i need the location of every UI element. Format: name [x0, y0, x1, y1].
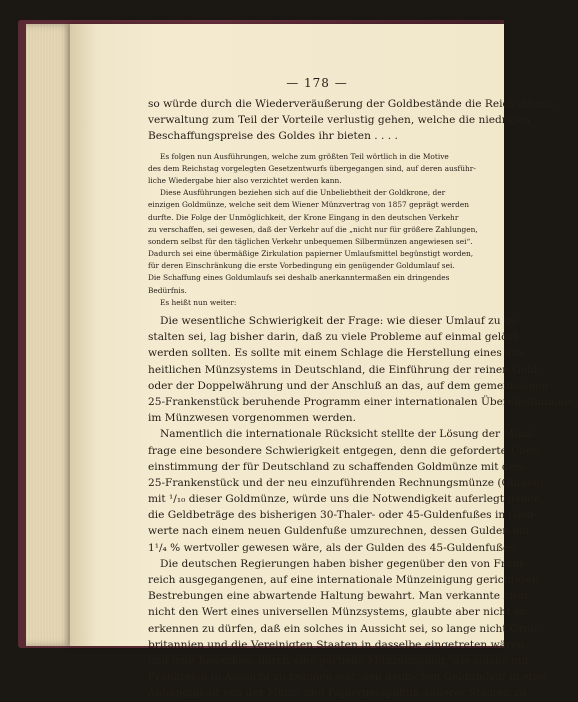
text-line: erkennen zu dürfen, daß ein solches in Aussicht sei, so lange nicht Groß- [148, 622, 541, 635]
note-line: liche Wiedergabe hier also verzichtet werden kann. [148, 175, 342, 185]
paragraph-3 [148, 426, 545, 556]
text-line: einstimmung der für Deutschland zu schaffenden Goldmünze mit dem [148, 460, 526, 473]
paragraph-4 [148, 556, 546, 702]
note-line: Es heißt nun weiter: [160, 297, 237, 307]
note-line: für deren Einschränkung die erste Vorbedingung ein genügender Goldumlauf sei. [148, 261, 455, 271]
text-line: so würde durch die Wiederveräußerung der Goldbestände die Reichsfinanz- [148, 98, 557, 110]
text-line: Die deutschen Regierungen haben bisher gegenüber den von Frank- [160, 557, 529, 570]
text-line: stalten sei, lag bisher darin, daß zu viele Probleme auf einmal gelöst [148, 331, 518, 344]
text-line: verwaltung zum Teil der Vorteile verlustig gehen, welche die niedrigen [148, 114, 531, 127]
text-line: reich ausgegangenen, auf eine internationale Münzeinigung gerichteten [148, 574, 539, 586]
note-line: Es folgen nun Ausführungen, welche zum größten Teil wörtlich in die Motive [160, 151, 449, 161]
text-line: werte nach einem neuen Guldenfuße umzurechnen, dessen Gulden um [148, 525, 530, 538]
text-line: heitlichen Münzsystems in Deutschland, die Einführung der reinen Gold- [148, 363, 541, 376]
text-line: nicht den Wert eines universellen Münzsystems, glaubte aber nicht an- [148, 606, 531, 619]
note-line: durfte. Die Folge der Unmöglichkeit, der Krone Eingang in den deutschen Verkehr [148, 212, 459, 222]
note-paragraph-3 [148, 297, 486, 309]
book-page [70, 24, 578, 700]
text-line: im Münzwesen vorgenommen werden. [148, 412, 356, 425]
text-line: Frankreich in Aussicht zu nehmen war, den deutschen Geldumlauf in eine [148, 671, 546, 684]
note-line: Die Schaffung eines Goldumlaufs sei deshalb anerkanntermaßen ein dringendes [148, 273, 450, 283]
text-line: oder der Doppelwährung und der Anschluß an das, auf dem gemeinsamen [148, 379, 549, 392]
text-line: und trug Bedenken, durch eine partielle Münzeinigung, wie solche mit [148, 654, 529, 667]
text-line: Beschaffungspreise des Goldes ihr bieten . . . . [148, 130, 398, 143]
text-line: 1¹/₄ % wertvoller gewesen wäre, als der Gulden des 45-Guldenfußes. [148, 541, 519, 554]
text-line: britannien und die Vereinigten Staaten in dasselbe eingetreten wären, [148, 638, 528, 651]
note-line: Diese Ausführungen beziehen sich auf die Unbeliebtheit der Goldkrone, der [160, 188, 446, 198]
text-line: mit ¹/₁₀ dieser Goldmünze, würde uns die Notwendigkeit auferlegt haben, [148, 493, 544, 506]
note-line: zu verschaffen, sei gewesen, daß der Verkehr auf die „nicht nur für größere Zahlungen, [148, 224, 478, 234]
text-line: 25-Frankenstück beruhende Programm einer internationalen Übereinstimmung [148, 395, 578, 408]
note-paragraph-1 [148, 151, 486, 188]
paragraph-2 [148, 313, 578, 426]
text-line: werden sollten. Es sollte mit einem Schlage die Herstellung eines ein- [148, 347, 526, 360]
text-line: die Geldbeträge des bisherigen 30-Thaler- oder 45-Guldenfußes in Geld- [148, 509, 538, 522]
text-line: frage eine besondere Schwierigkeit entgegen, denn die geforderte Über- [148, 444, 541, 457]
text-line: Die wesentliche Schwierigkeit der Frage: wie dieser Umlauf zu ge- [160, 315, 521, 327]
text-line: Abhängigkeit von der Münz- und Papiergeldpolitik anderer Staaten zu [148, 687, 527, 700]
note-line: Bedürfnis. [148, 285, 187, 295]
note-line: Dadurch sei eine übermäßige Zirkulation papierner Umlaufsmittel begünstigt worden, [148, 249, 474, 259]
text-line: Namentlich die internationale Rücksicht stellte der Lösung der Münz- [160, 428, 538, 441]
note-line: des dem Reichstag vorgelegten Gesetzentwurfs übergegangen sind, auf deren ausführ- [148, 163, 476, 173]
note-paragraph-2 [148, 187, 486, 297]
paragraph-1 [148, 96, 557, 145]
note-line: sondern selbst für den täglichen Verkehr unbequemen Silbermünzen angewiesen sei“. [148, 236, 473, 246]
text-line: 25-Frankenstück und der neu einzuführenden Rechnungsmünze (Gulden) [148, 476, 545, 489]
note-line: einzigen Goldmünze, welche seit dem Wiener Münzvertrag von 1857 geprägt werden [148, 200, 469, 210]
text-line: Bestrebungen eine abwartende Haltung bewahrt. Man verkannte zwar [148, 590, 530, 603]
text-body [148, 96, 578, 702]
page-number: — 178 — [286, 76, 348, 90]
